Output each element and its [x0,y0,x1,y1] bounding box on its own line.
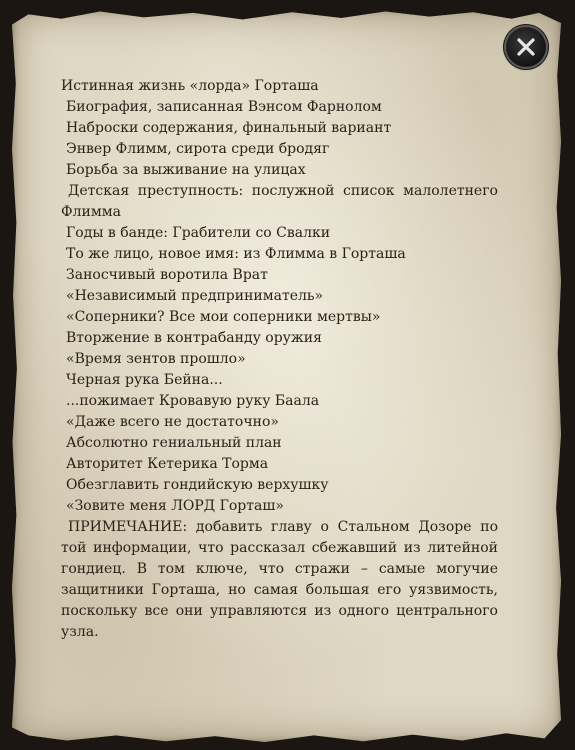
document-line: «Время зентов прошло» [66,351,246,367]
document-line: Энвер Флимм, сирота среди бродяг [66,141,330,157]
document-line: Авторитет Кетерика Торма [66,456,269,472]
document-line: Борьба за выживание на улицах [66,162,306,178]
document-line: «Независимый предприниматель» [66,288,324,304]
document-line: ...пожимает Кровавую руку Баала [66,393,320,409]
document-line: «Соперники? Все мои соперники мертвы» [66,309,381,325]
document-line: Абсолютно гениальный план [66,435,282,451]
close-button[interactable] [506,27,546,67]
document-line: Биография, записанная Вэнсом Фарнолом [66,99,382,115]
document-line: Наброски содержания, финальный вариант [66,120,392,136]
document-line: Годы в банде: Грабители со Свалки [66,225,331,241]
document-line: Обезглавить гондийскую верхушку [66,477,329,493]
document-note: ПРИМЕЧАНИЕ: добавить главу о Стальном Дозоре по той информации, что рассказал сбежавший из литейной гондиец. В том ключе, что стражи – самые могучие защитники Горташа, но самая большая его уязвимость, поскольку все они управляются из одного центрального узла. [61,519,498,640]
document-title: Истинная жизнь «лорда» Горташа [61,78,319,94]
close-icon [516,37,536,57]
document-line: «Даже всего не достаточно» [66,414,279,430]
document-paragraph: Детская преступность: послужной список малолетнего Флимма [61,183,498,220]
document-line: То же лицо, новое имя: из Флимма в Горташа [66,246,406,262]
document-line: Заносчивый воротила Врат [66,267,268,283]
document-line: Черная рука Бейна... [66,372,223,388]
document-text [61,76,498,643]
document-line: «Зовите меня ЛОРД Горташ» [66,498,284,514]
document-line: Вторжение в контрабанду оружия [66,330,322,346]
